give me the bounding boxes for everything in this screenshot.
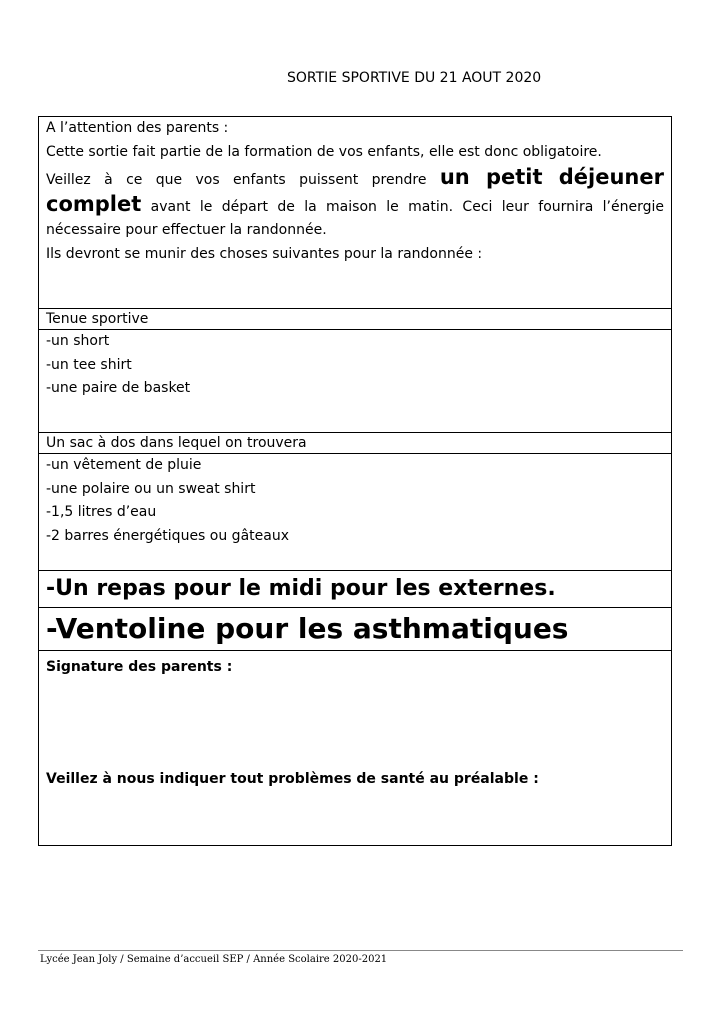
list-item: -un tee shirt: [46, 356, 132, 373]
list-item: -1,5 litres d’eau: [46, 504, 157, 520]
signature-row: [39, 651, 672, 846]
intro-sentence-2-after: avant le départ de la maison le matin. Ceci leur fournira l’énergie nécessaire pour effectuer la randonnée.: [46, 198, 664, 238]
ventoline-line: -Ventoline pour les asthmatiques: [39, 608, 672, 651]
section-1-list-row: [39, 330, 672, 433]
section-1-list: [39, 330, 672, 433]
signature-space: [46, 677, 664, 769]
list-item: -un short: [46, 333, 110, 349]
intro-sentence-1: Cette sortie fait partie de la formation de vos enfants, elle est donc obligatoire.: [46, 143, 602, 160]
intro-cell: [39, 117, 672, 309]
intro-sentence-3: Ils devront se munir des choses suivantes pour la randonnée :: [46, 245, 483, 262]
section-2-list-row: [39, 454, 672, 571]
list-item: -2 barres énergétiques ou gâteaux: [46, 527, 289, 544]
list-item: -un vêtement de pluie: [46, 457, 202, 473]
ventoline-row: [39, 608, 672, 651]
intro-row: [39, 117, 672, 309]
intro-heading: A l’attention des parents :: [46, 120, 229, 136]
footer-text: Lycée Jean Joly / Semaine d’accueil SEP / Année Scolaire 2020-2021: [40, 954, 388, 965]
section-2-header: Un sac à dos dans lequel on trouvera: [39, 433, 672, 454]
list-item: -une paire de basket: [46, 380, 191, 396]
section-1-header: Tenue sportive: [39, 309, 672, 330]
meal-row: [39, 571, 672, 608]
signature-cell: [39, 651, 672, 846]
section-2-list: [39, 454, 672, 571]
list-item: -une polaire ou un sweat shirt: [46, 480, 256, 497]
document-title: SORTIE SPORTIVE DU 21 AOUT 2020: [287, 70, 542, 86]
section-1-header-row: [39, 309, 672, 330]
meal-line: -Un repas pour le midi pour les externes.: [39, 571, 672, 608]
health-note: Veillez à nous indiquer tout problèmes de santé au préalable :: [46, 771, 539, 787]
intro-sentence-2-before: Veillez à ce que vos enfants puissent prendre: [46, 172, 440, 188]
footer-divider: [38, 950, 683, 951]
intro-sentence-2: [46, 166, 664, 243]
instructions-table: [38, 116, 672, 846]
breakfast-emphasis: un petit déjeuner complet: [46, 165, 664, 216]
signature-label: Signature des parents :: [46, 659, 233, 675]
section-2-header-row: [39, 433, 672, 454]
